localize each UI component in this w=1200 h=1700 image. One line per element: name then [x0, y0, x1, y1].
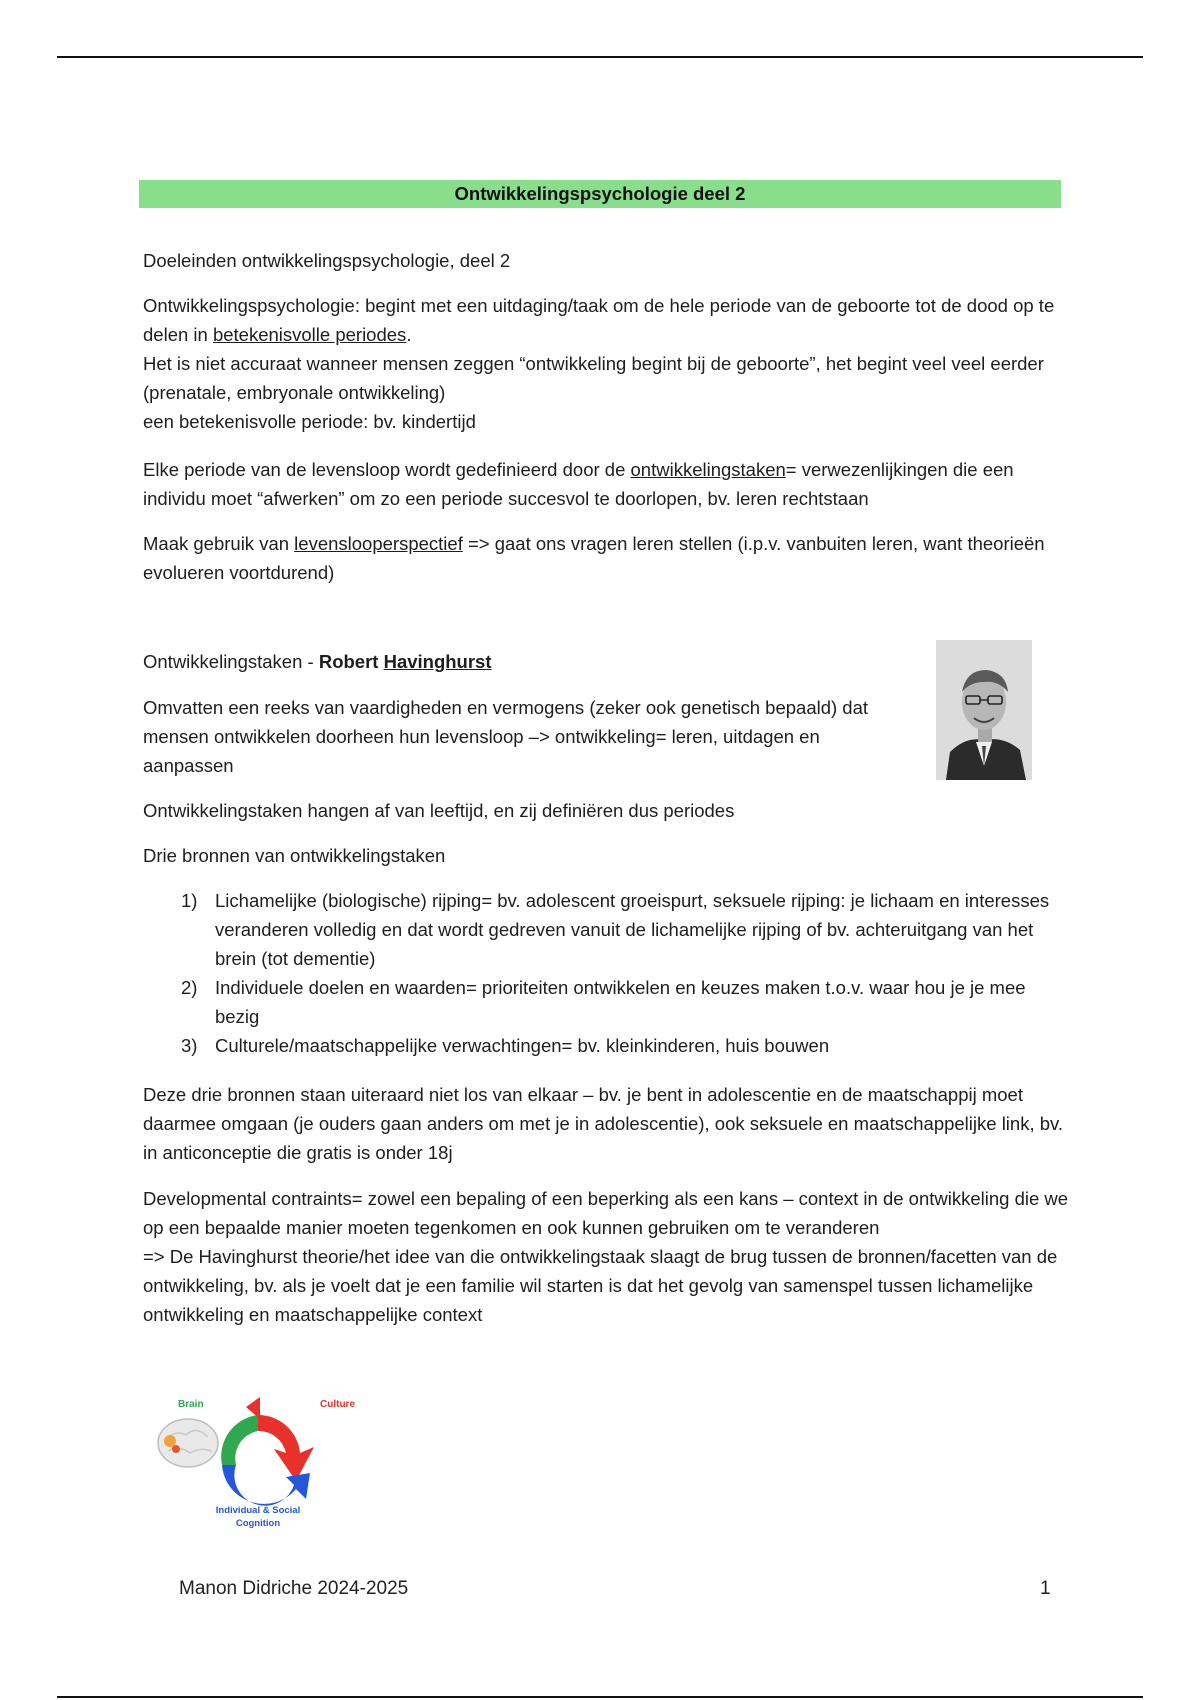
cycle-diagram-svg: [150, 1385, 370, 1535]
term-levenslooperspectief: levenslooperspectief: [294, 533, 463, 554]
paragraph-perspectief-end: => gaat ons vragen leren stellen (i.p.v. vanbuiten leren, want theorieën evolueren voortdurend): [143, 533, 1045, 583]
paragraph-leeftijd: Ontwikkelingstaken hangen af van leeftijd, en zij definiëren dus periodes: [143, 800, 735, 821]
paragraph-intro: [143, 291, 1073, 436]
page-number: 1: [1040, 1578, 1051, 1599]
bronnen-list: [143, 886, 1063, 1060]
cycle-arrows-icon: [221, 1397, 314, 1506]
development-cycle-diagram: [150, 1385, 370, 1535]
havinghurst-portrait: [936, 640, 1032, 780]
list-item-text: Lichamelijke (biologische) rijping= bv. adolescent groeispurt, seksuele rijping: je lichaam en interesses veranderen volledig en dat wordt gedreven vanuit de lichamelijke rijping of bv. achteruitgang van het brein (tot dementie): [215, 890, 1050, 969]
list-item-number: 2): [181, 977, 198, 998]
list-item-text: Individuele doelen en waarden= prioriteiten ontwikkelen en keuzes maken t.o.v. waar hou je je mee bezig: [215, 977, 1026, 1027]
paragraph-levensloop-end: = verwezenlijkingen die een individu moet “afwerken” om zo een periode succesvol te doorlopen, bv. leren rechtstaan: [143, 459, 1014, 509]
paragraph-bronnen-heading: Drie bronnen van ontwikkelingstaken: [143, 845, 446, 866]
paragraph-perspectief-text: Maak gebruik van: [143, 533, 295, 554]
portrait-image: [936, 640, 1032, 780]
paragraph-vaardigheden: Omvatten een reeks van vaardigheden en vermogens (zeker ook genetisch bepaald) dat mensen ontwikkelen doorheen hun levensloop –> ontwikkeling= leren, uitdagen en aanpassen: [143, 697, 869, 776]
list-item: [143, 1031, 1063, 1060]
page-title: Ontwikkelingspsychologie deel 2: [139, 180, 1061, 208]
diagram-label-culture: Culture: [320, 1399, 355, 1410]
term-ontwikkelingstaken: ontwikkelingstaken: [630, 459, 786, 480]
diagram-label-brain: Brain: [178, 1399, 204, 1410]
paragraph-constraints-line1: Developmental contraints= zowel een bepaling of een beperking als een kans – context in de ontwikkeling die we op een bepaalde manier moeten tegenkomen en ook kunnen gebruiken om te veranderen: [143, 1188, 1069, 1238]
list-item-number: 3): [181, 1035, 198, 1056]
paragraph-intro-end: .: [406, 324, 412, 345]
list-item-text: Culturele/maatschappelijke verwachtingen= bv. kleinkinderen, huis bouwen: [215, 1035, 830, 1056]
link-betekenisvolle-periodes: betekenisvolle periodes: [212, 324, 407, 345]
paragraph-perspectief: [143, 529, 1073, 587]
bottom-rule: [57, 1696, 1143, 1698]
brain-icon: [158, 1419, 218, 1467]
paragraph-intro-line2: Het is niet accuraat wanneer mensen zeggen “ontwikkeling begint bij de geboorte”, het begint veel veel eerder (prenatale, embryonale ontwikkeling): [143, 353, 1044, 403]
list-item: [143, 886, 1063, 973]
paragraph-levensloop: [143, 455, 1073, 513]
diagram-label-individual: Individual & Social: [215, 1505, 301, 1516]
section-prefix: Ontwikkelingstaken -: [143, 651, 319, 672]
heading-doeleinden: Doeleinden ontwikkelingspsychologie, deel 2: [143, 250, 511, 271]
paragraph-levensloop-text: Elke periode van de levensloop wordt gedefinieerd door de: [143, 459, 631, 480]
paragraph-constraints: [143, 1184, 1073, 1329]
list-item: [143, 973, 1063, 1031]
paragraph-intro-line3: een betekenisvolle periode: bv. kindertijd: [143, 411, 476, 432]
author-first-name: Robert: [318, 651, 384, 672]
author-last-name: Havinghurst: [383, 651, 492, 672]
top-rule: [57, 56, 1143, 58]
diagram-label-cognition: Cognition: [235, 1518, 281, 1529]
paragraph-intro-text: Ontwikkelingspsychologie: begint met een uitdaging/taak om de hele periode van de geboorte tot de dood op te delen in: [143, 295, 1055, 345]
paragraph-constraints-line2: => De Havinghurst theorie/het idee van die ontwikkelingstaak slaagt de brug tussen de bronnen/facetten van de ontwikkeling, bv. als je voelt dat je een familie wil starten is dat het gevolg van samenspel tussen lichamelijke ontwikkeling en maatschappelijke context: [143, 1246, 1058, 1325]
section-heading-havinghurst: [143, 647, 1073, 676]
footer-author: Manon Didriche 2024-2025: [179, 1578, 409, 1599]
list-item-number: 1): [181, 890, 198, 911]
paragraph-samenhang: Deze drie bronnen staan uiteraard niet los van elkaar – bv. je bent in adolescentie en de maatschappij moet daarmee omgaan (je ouders gaan anders om met je in adolescentie), ook seksuele en maatschappelijke link, bv. in anticonceptie die gratis is onder 18j: [143, 1084, 1064, 1163]
